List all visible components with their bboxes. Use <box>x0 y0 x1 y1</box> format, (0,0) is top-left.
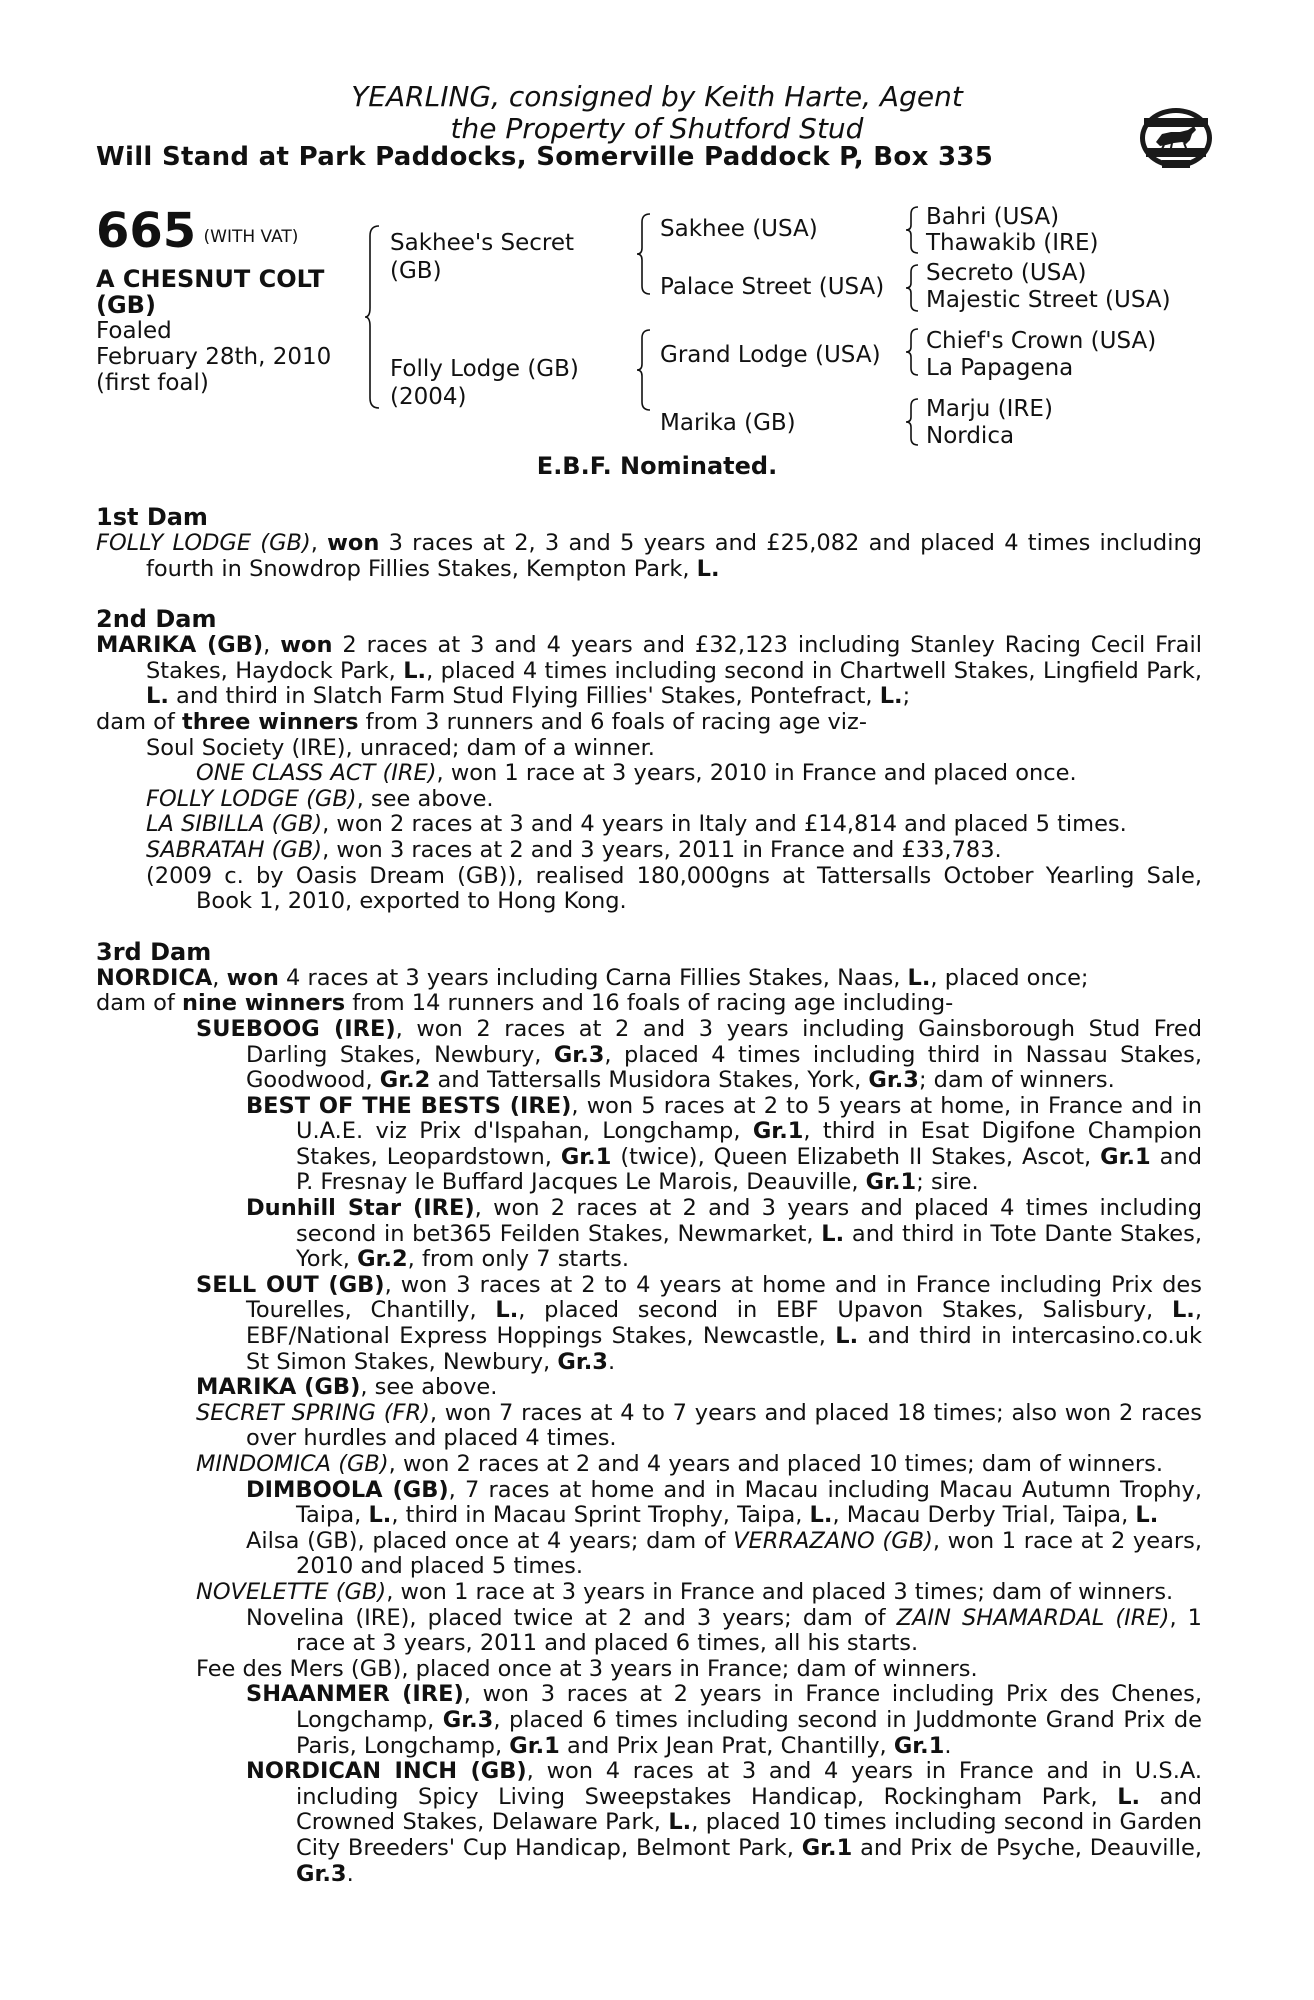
produce-item: LA SIBILLA (GB), won 2 races at 3 and 4 years in Italy and £14,814 and placed 5 times. <box>146 811 1127 838</box>
dam: Folly Lodge (GB) <box>390 356 579 382</box>
produce-item: DIMBOOLA (GB), 7 races at home and in Macau including Macau Autumn Trophy, Taipa, L., third in Macau Sprint Trophy, Taipa, L., Macau Derby Trial, Taipa, L. <box>246 1476 1202 1529</box>
third-dam-produce: dam of nine winners from 14 runners and 16 foals of racing age including- <box>96 990 954 1017</box>
sire-dam: Palace Street (USA) <box>660 274 885 300</box>
produce-item: Fee des Mers (GB), placed once at 3 years in France; dam of winners. <box>196 1655 978 1682</box>
lot-info <box>96 203 366 396</box>
vat-label: (WITH VAT) <box>203 227 299 247</box>
dam-year: (2004) <box>390 384 467 410</box>
second-dam-produce: dam of three winners from 3 runners and 6 foals of racing age viz- <box>96 708 867 735</box>
produce-item: NORDICAN INCH (GB), won 4 races at 3 and 4 years in France and in U.S.A. including Spicy Living Sweepstakes Handicap, Rockingham Park, L. and Crowned Stakes, Delaware Park, L., placed 10 times including second in Garden City Breeders' Cup Handicap, Belmont Park, Gr.1 and Prix de Psyche, Deauville, Gr.3. <box>246 1758 1203 1887</box>
first-dam-heading: 1st Dam <box>96 503 208 531</box>
second-dam-heading: 2nd Dam <box>96 605 217 634</box>
produce-item: Novelina (IRE), placed twice at 2 and 3 years; dam of ZAIN SHAMARDAL (IRE), 1 race at 3 years, 2011 and placed 6 times, all his starts. <box>246 1604 1202 1657</box>
horse-name: MARIKA (GB) <box>96 632 264 659</box>
first-dam-entry: FOLLY LODGE (GB), won 3 races at 2, 3 and 5 years and £25,082 and placed 4 times including fourth in Snowdrop Fillies Stakes, Kempton Park, L. <box>96 530 1203 582</box>
produce-item: MARIKA (GB), see above. <box>196 1374 498 1401</box>
sire-brace <box>636 210 656 300</box>
gen1-brace <box>364 222 386 412</box>
ebf-nominated: E.B.F. Nominated. <box>536 452 778 480</box>
third-dam-entry: NORDICA, won 4 races at 3 years including Carna Fillies Stakes, Naas, L., placed once; <box>96 964 1089 991</box>
produce-item: ONE CLASS ACT (IRE), won 1 race at 3 years, 2010 in France and placed once. <box>196 760 1077 787</box>
produce-item: NOVELETTE (GB), won 1 race at 3 years in France and placed 3 times; dam of winners. <box>196 1578 1174 1605</box>
racing-post-bonus-badge-icon <box>1138 96 1214 186</box>
dam-sire-sire: Chief's Crown (USA) <box>926 328 1157 354</box>
produce-item: Ailsa (GB), placed once at 4 years; dam of VERRAZANO (GB), won 1 race at 2 years, 2010 and placed 5 times. <box>246 1527 1202 1580</box>
produce-item: SELL OUT (GB), won 3 races at 2 to 4 years at home and in France including Prix des Tourelles, Chantilly, L., placed second in EBF Upavon Stakes, Salisbury, L., EBF/National Express Hoppings Stakes, Newcastle, L. and third in intercasino.co.uk St Simon Stakes, Newbury, Gr.3. <box>196 1271 1202 1375</box>
dam-dam-sire: Marju (IRE) <box>926 396 1053 422</box>
sd-brace <box>904 262 922 314</box>
ss-brace <box>904 204 922 256</box>
catalogue-text <box>96 504 1202 1887</box>
lot-description: A CHESNUT COLT (GB) <box>96 265 325 319</box>
produce-item: Dunhill Star (IRE), won 2 races at 2 and 3 years and placed 4 times including second in bet365 Feilden Stakes, Newmarket, L. and third in Tote Dante Stakes, York, Gr.2, from only 7 starts. <box>246 1195 1203 1273</box>
sire: Sakhee's Secret <box>390 230 575 256</box>
foaled-label: Foaled <box>96 318 172 344</box>
consignor-line: YEARLING, consigned by Keith Harte, Agent <box>351 80 963 113</box>
third-dam-heading: 3rd Dam <box>96 937 212 966</box>
ds-brace <box>904 326 922 378</box>
produce-item: SABRATAH (GB), won 3 races at 2 and 3 years, 2011 in France and £33,783. <box>146 836 1002 863</box>
lot-number: 665 <box>96 203 197 259</box>
sire-sire-sire: Bahri (USA) <box>926 204 1060 230</box>
sire-country: (GB) <box>390 258 442 284</box>
sire-dam-sire: Secreto (USA) <box>926 260 1087 286</box>
sire-sire: Sakhee (USA) <box>660 216 818 242</box>
produce-item: Soul Society (IRE), unraced; dam of a winner. <box>146 734 655 761</box>
dam-dam-dam: Nordica <box>926 423 1015 449</box>
sire-sire-dam: Thawakib (IRE) <box>926 230 1099 256</box>
produce-item: (2009 c. by Oasis Dream (GB)), realised 180,000gns at Tattersalls October Yearling Sale, Book 1, 2010, exported to Hong Kong. <box>146 862 1202 915</box>
foaled-date: February 28th, 2010 <box>96 344 332 370</box>
produce-item: SUEBOOG (IRE), won 2 races at 2 and 3 years including Gainsborough Stud Fred Darling Stakes, Newbury, Gr.3, placed 4 times including third in Nassau Stakes, Goodwood, Gr.2 and Tattersalls Musidora Stakes, York, Gr.3; dam of winners. <box>196 1015 1202 1094</box>
produce-item: BEST OF THE BESTS (IRE), won 5 races at 2 to 5 years at home, in France and in U.A.E. viz Prix d'Ispahan, Longchamp, Gr.1, third in Esat Digifone Champion Stakes, Leopardstown, Gr.1 (twice), Queen Elizabeth II Stakes, Ascot, Gr.1 and P. Fresnay le Buffard Jacques Le Marois, Deauville, Gr.1; sire. <box>246 1092 1202 1196</box>
horse-name: FOLLY LODGE (GB) <box>96 530 311 556</box>
sire-dam-dam: Majestic Street (USA) <box>926 287 1171 313</box>
dam-sire: Grand Lodge (USA) <box>660 342 881 368</box>
property-line: the Property of Shutford Stud <box>450 112 864 145</box>
dd-brace <box>904 396 922 448</box>
second-dam-entry: MARIKA (GB), won 2 races at 3 and 4 years and £32,123 including Stanley Racing Cecil Frail Stakes, Haydock Park, L., placed 4 times including second in Chartwell Stakes, Lingfield Park, L. and third in Slatch Farm Stud Flying Fillies' Stakes, Pontefract, L.; <box>96 632 1202 710</box>
dam-brace <box>636 326 656 416</box>
produce-item: SHAANMER (IRE), won 3 races at 2 years in France including Prix des Chenes, Longchamp, Gr.3, placed 6 times including second in Juddmonte Grand Prix de Paris, Longchamp, Gr.1 and Prix Jean Prat, Chantilly, Gr.1. <box>246 1681 1203 1759</box>
dam-sire-dam: La Papagena <box>926 355 1074 381</box>
dam-dam: Marika (GB) <box>660 410 796 436</box>
produce-item: SECRET SPRING (FR), won 7 races at 4 to 7 years and placed 18 times; also won 2 races over hurdles and placed 4 times. <box>196 1399 1203 1452</box>
produce-item: FOLLY LODGE (GB), see above. <box>146 785 494 812</box>
produce-item: MINDOMICA (GB), won 2 races at 2 and 4 years and placed 10 times; dam of winners. <box>196 1451 1164 1477</box>
first-foal-note: (first foal) <box>96 370 209 396</box>
stand-location: Will Stand at Park Paddocks, Somerville Paddock P, Box 335 <box>96 142 994 172</box>
